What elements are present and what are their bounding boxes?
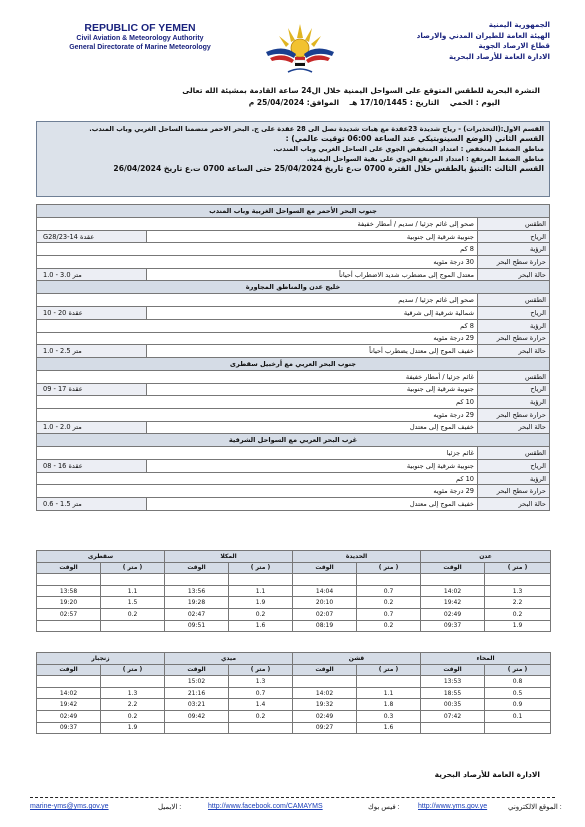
tide-time: 14:02 <box>37 687 101 699</box>
forecast-wind: جنوبية شرقية إلى جنوبية <box>147 383 478 396</box>
website-link[interactable]: http://www.yms.gov.ye <box>418 803 488 810</box>
tide-time: 09:42 <box>165 710 229 722</box>
bulletin-heading <box>40 85 540 109</box>
forecast-row-sea <box>37 498 550 511</box>
tide-time: 19:20 <box>37 597 101 609</box>
tide-time: 19:42 <box>37 699 101 711</box>
tide-time-header: الوقت <box>165 664 229 676</box>
region-title: غرب البحر العربي مع السواحل الشرقية <box>37 434 550 447</box>
forecast-sea-value: 0.6 - 1.5 متر <box>37 498 147 511</box>
forecast-wind: جنوبية شرقية إلى جنوبية <box>147 460 478 473</box>
tide-time-header: الوقت <box>293 562 357 574</box>
english-header <box>40 22 240 52</box>
arabic-directorate: الادارة العامة للأرصاد البحرية <box>448 51 550 61</box>
tide-height: 1.9 <box>101 722 165 734</box>
warnings-synoptic-box <box>36 121 550 197</box>
tide-meter-header: ( متر ) <box>485 664 551 676</box>
row-label-sst: حرارة سطح البحر <box>478 332 550 345</box>
tide-time: 13:58 <box>37 585 101 597</box>
tide-time <box>37 574 101 586</box>
tide-data-row <box>37 620 551 632</box>
tide-meter-header: ( متر ) <box>357 562 421 574</box>
row-label-wind: الرياح <box>478 230 550 243</box>
row-label-sea: حالة البحر <box>478 421 550 434</box>
tide-meter-header: ( متر ) <box>229 664 293 676</box>
arabic-authority: الهيئة العامة للطيران المدني والارصاد <box>416 30 550 40</box>
region-header-row <box>37 357 550 370</box>
tide-height: 1.1 <box>229 585 293 597</box>
forecast-sea-value: 1.0 - 3.0 متر <box>37 268 147 281</box>
tide-time: 13:56 <box>165 585 229 597</box>
row-label-weather: الطقس <box>478 447 550 460</box>
tide-city-name: زنجبار <box>37 653 165 665</box>
tide-time: 09:37 <box>37 722 101 734</box>
tide-height: 0.7 <box>357 608 421 620</box>
tide-table-2 <box>36 652 551 734</box>
region-header-row <box>37 205 550 218</box>
tide-height: 0.2 <box>357 620 421 632</box>
tide-city-row <box>37 653 551 665</box>
region-header-row <box>37 434 550 447</box>
day-value: الخمي <box>449 98 474 107</box>
tide-height: 0.8 <box>485 676 551 688</box>
bulletin-title: النشرة البحرية للطقس المتوقع على السواحل اليمنية خلال ال24 ساعة القادمة بمشيئة الله تعالى <box>182 86 540 95</box>
footer-title: الادارة العامة للأرصاد البحرية <box>434 770 540 779</box>
tide-time <box>37 676 101 688</box>
tide-data-row <box>37 585 551 597</box>
forecast-period-line: القسم الثالث :التنبؤ بالطقس خلال الفترة 0700 ت.ع تاريخ 25/04/2024 حتى الساعة 0700 ت.ع تاريخ 26/04/2024 <box>113 164 544 173</box>
tide-time: 19:32 <box>293 699 357 711</box>
authority-logo-icon <box>264 18 336 78</box>
tide-time <box>165 722 229 734</box>
email-link[interactable]: marine-yms@yms.gov.ye <box>30 803 109 810</box>
tide-height: 1.9 <box>229 597 293 609</box>
tide-data-row <box>37 597 551 609</box>
tide-time-header: الوقت <box>37 664 101 676</box>
agreed-label: الموافق: <box>306 98 340 107</box>
tide-height <box>101 574 165 586</box>
email-label: الايميل : <box>158 804 182 811</box>
tide-subheader-row <box>37 664 551 676</box>
row-label-wind: الرياح <box>478 460 550 473</box>
row-label-sst: حرارة سطح البحر <box>478 485 550 498</box>
forecast-weather: صحو إلى غائم جزئيا / سديم / أمطار خفيفة <box>37 218 478 231</box>
tide-height: 1.5 <box>101 597 165 609</box>
tide-city-name: سقطرى <box>37 551 165 563</box>
forecast-visibility: 10 كم <box>37 396 478 409</box>
tide-height: 0.1 <box>485 710 551 722</box>
forecast-wind-value: 08 - 16 عقدة <box>37 460 147 473</box>
tide-height: 1.1 <box>357 687 421 699</box>
footer-divider <box>30 797 555 798</box>
forecast-row-wind <box>37 307 550 320</box>
forecast-wind: شمالية شرقية إلى شرقية <box>147 307 478 320</box>
forecast-wind-value: 10 - 20 عقدة <box>37 307 147 320</box>
row-label-visibility: الرؤية <box>478 396 550 409</box>
arabic-header <box>360 20 550 62</box>
tide-time: 02:49 <box>37 710 101 722</box>
tide-height: 1.6 <box>357 722 421 734</box>
tide-height <box>357 676 421 688</box>
tide-data-row <box>37 710 551 722</box>
forecast-row-sst <box>37 408 550 421</box>
tide-city-name: ميدي <box>165 653 293 665</box>
tide-city-name: الحديدة <box>293 551 421 563</box>
tide-time <box>293 676 357 688</box>
tide-height: 0.2 <box>229 710 293 722</box>
tide-meter-header: ( متر ) <box>101 664 165 676</box>
forecast-visibility: 10 كم <box>37 472 478 485</box>
forecast-row-sea <box>37 268 550 281</box>
forecast-row-weather <box>37 294 550 307</box>
tide-time: 00:35 <box>421 699 485 711</box>
forecast-row-wind <box>37 383 550 396</box>
tide-time-header: الوقت <box>293 664 357 676</box>
english-directorate: General Directorate of Marine Meteorology <box>69 44 211 51</box>
forecast-row-weather <box>37 370 550 383</box>
tide-height: 0.9 <box>485 699 551 711</box>
tide-height: 2.2 <box>485 597 551 609</box>
tide-height <box>101 676 165 688</box>
page-header <box>40 18 550 80</box>
tide-data-row <box>37 676 551 688</box>
forecast-sst: 30 درجة مئويه <box>37 256 478 269</box>
arabic-republic: الجمهورية اليمنية <box>488 20 550 29</box>
tide-time <box>293 574 357 586</box>
facebook-link[interactable]: http://www.facebook.com/CAMAYMS <box>208 803 323 810</box>
tide-data-row <box>37 608 551 620</box>
tide-data-row <box>37 722 551 734</box>
tide-height <box>229 574 293 586</box>
english-authority: Civil Aviation & Meteorology Authority <box>76 35 204 42</box>
forecast-weather: صحو إلى غائم جزئيا / سديم <box>37 294 478 307</box>
tide-time: 13:53 <box>421 676 485 688</box>
forecast-row-wind <box>37 230 550 243</box>
forecast-wind-value: 09 - 17 عقدة <box>37 383 147 396</box>
tide-time-header: الوقت <box>165 562 229 574</box>
forecast-visibility: 8 كم <box>37 319 478 332</box>
tide-city-name: قشن <box>293 653 421 665</box>
tide-data-row <box>37 574 551 586</box>
forecast-wind-value: G28/23-14 عقدة <box>37 230 147 243</box>
row-label-weather: الطقس <box>478 294 550 307</box>
tide-height: 0.2 <box>485 608 551 620</box>
facebook-label: فيس بوك : <box>368 804 400 811</box>
forecast-sea: خفيف الموج إلى معتدل <box>147 498 478 511</box>
tide-city-name: المكلا <box>165 551 293 563</box>
forecast-sea-value: 1.0 - 2.0 متر <box>37 421 147 434</box>
tide-time: 07:42 <box>421 710 485 722</box>
row-label-sea: حالة البحر <box>478 268 550 281</box>
forecast-row-sst <box>37 256 550 269</box>
tide-data-row <box>37 687 551 699</box>
tide-table-1 <box>36 550 551 632</box>
low-pressure-line: مناطق الضغط المنخفض : امتداد المنخفض الجوي على الساحل الغربي وباب المندب. <box>273 145 544 153</box>
tide-subheader-row <box>37 562 551 574</box>
date-label: التاريخ : <box>409 98 440 107</box>
row-label-wind: الرياح <box>478 383 550 396</box>
region-title: جنوب البحر العربي مع أرخبيل سقطرى <box>37 357 550 370</box>
tide-time: 14:02 <box>293 687 357 699</box>
row-label-sea: حالة البحر <box>478 345 550 358</box>
forecast-row-visibility <box>37 396 550 409</box>
forecast-row-weather <box>37 218 550 231</box>
forecast-sea: خفيف الموج إلى معتدل <box>147 421 478 434</box>
tide-time: 20:10 <box>293 597 357 609</box>
tide-meter-header: ( متر ) <box>229 562 293 574</box>
english-title: REPUBLIC OF YEMEN <box>84 22 196 34</box>
row-label-wind: الرياح <box>478 307 550 320</box>
tide-height: 0.2 <box>229 608 293 620</box>
arabic-sector: قطاع الارصاد الجوية <box>478 41 550 50</box>
forecast-sst: 29 درجة مئويه <box>37 332 478 345</box>
tide-height: 1.3 <box>485 585 551 597</box>
tide-height: 1.3 <box>101 687 165 699</box>
tide-time: 02:47 <box>165 608 229 620</box>
tide-height: 0.2 <box>101 710 165 722</box>
tide-time: 09:27 <box>293 722 357 734</box>
gregorian-date: 25/04/2024 م <box>248 98 305 107</box>
tide-time: 21:16 <box>165 687 229 699</box>
forecast-sea-value: 1.0 - 2.5 متر <box>37 345 147 358</box>
tide-time: 03:21 <box>165 699 229 711</box>
tide-time: 09:37 <box>421 620 485 632</box>
forecast-sea: خفيف الموج إلى معتدل يضطرب أحياناً <box>147 345 478 358</box>
tide-time: 18:55 <box>421 687 485 699</box>
tide-height: 1.6 <box>229 620 293 632</box>
tide-time: 19:42 <box>421 597 485 609</box>
tide-height <box>229 722 293 734</box>
tide-height: 0.7 <box>229 687 293 699</box>
tide-height <box>357 574 421 586</box>
row-label-sea: حالة البحر <box>478 498 550 511</box>
tide-time: 02:57 <box>37 608 101 620</box>
tide-height: 1.1 <box>101 585 165 597</box>
tide-time: 14:04 <box>293 585 357 597</box>
tide-height <box>485 722 551 734</box>
row-label-visibility: الرؤية <box>478 243 550 256</box>
forecast-weather: غائم جزئيا / أمطار خفيفة <box>37 370 478 383</box>
tide-height: 1.3 <box>229 676 293 688</box>
row-label-visibility: الرؤية <box>478 319 550 332</box>
forecast-visibility: 8 كم <box>37 243 478 256</box>
region-header-row <box>37 281 550 294</box>
tide-height: 1.8 <box>357 699 421 711</box>
tide-height: 1.4 <box>229 699 293 711</box>
forecast-row-visibility <box>37 243 550 256</box>
row-label-weather: الطقس <box>478 218 550 231</box>
tide-time: 09:51 <box>165 620 229 632</box>
tide-time <box>421 574 485 586</box>
warnings-line: القسم الاول:(التحذيرات) - رياح شديدة 23عقدة مع هبات شديدة تصل الى 28 عقدة على ج. البحر الاحمر متضمنا الساحل الغربي وباب المندب. <box>89 125 544 133</box>
row-label-sst: حرارة سطح البحر <box>478 408 550 421</box>
tide-height: 2.2 <box>101 699 165 711</box>
tide-height <box>485 574 551 586</box>
tide-city-name: عدن <box>421 551 551 563</box>
forecast-row-visibility <box>37 472 550 485</box>
tide-height <box>101 620 165 632</box>
forecast-weather: غائم جزئيا <box>37 447 478 460</box>
forecast-row-visibility <box>37 319 550 332</box>
forecast-sst: 29 درجة مئويه <box>37 408 478 421</box>
row-label-weather: الطقس <box>478 370 550 383</box>
forecast-sea: معتدل الموج إلى مضطرب شديد الاضطراب أحياناً <box>147 268 478 281</box>
forecast-row-sst <box>37 332 550 345</box>
tide-meter-header: ( متر ) <box>485 562 551 574</box>
forecast-row-sst <box>37 485 550 498</box>
tide-time <box>421 722 485 734</box>
tide-height: 0.7 <box>357 585 421 597</box>
tide-time: 15:02 <box>165 676 229 688</box>
tide-time-header: الوقت <box>37 562 101 574</box>
hijri-date: 17/10/1445 هـ <box>349 98 408 107</box>
row-label-visibility: الرؤية <box>478 472 550 485</box>
high-pressure-line: مناطق الضغط المرتفع : امتداد المرتفع الجوي على بقية السواحل اليمنية. <box>306 155 544 163</box>
tide-height: 0.5 <box>485 687 551 699</box>
forecast-row-sea <box>37 345 550 358</box>
tide-meter-header: ( متر ) <box>357 664 421 676</box>
tide-time: 02:49 <box>421 608 485 620</box>
row-label-sst: حرارة سطح البحر <box>478 256 550 269</box>
region-title: خليج عدن والمناطق المجاورة <box>37 281 550 294</box>
tide-city-name: المخاء <box>421 653 551 665</box>
tide-data-row <box>37 699 551 711</box>
forecast-row-wind <box>37 460 550 473</box>
website-label: الموقع الالكتروني : <box>508 804 562 811</box>
tide-time <box>37 620 101 632</box>
forecast-row-sea <box>37 421 550 434</box>
tide-height: 0.2 <box>101 608 165 620</box>
day-label: اليوم : <box>475 98 500 107</box>
tide-time: 02:07 <box>293 608 357 620</box>
region-title: جنوب البحر الأحمر مع السواحل الغربية وباب المندب <box>37 205 550 218</box>
tide-time: 02:49 <box>293 710 357 722</box>
tide-height: 0.3 <box>357 710 421 722</box>
tide-meter-header: ( متر ) <box>101 562 165 574</box>
tide-height: 0.2 <box>357 597 421 609</box>
tide-height: 1.9 <box>485 620 551 632</box>
forecast-wind: جنوبية شرقية إلى جنوبية <box>147 230 478 243</box>
tide-time-header: الوقت <box>421 664 485 676</box>
forecast-table <box>36 204 550 511</box>
tide-time: 08:19 <box>293 620 357 632</box>
tide-time-header: الوقت <box>421 562 485 574</box>
synoptic-title: القسم الثاني (الوضع السينوبتيكي عند الساعة 06:00 توقيت عالمي) : <box>285 134 544 143</box>
tide-time: 19:28 <box>165 597 229 609</box>
tide-time <box>165 574 229 586</box>
forecast-row-weather <box>37 447 550 460</box>
bulletin-date-line <box>40 97 500 109</box>
tide-time: 14:02 <box>421 585 485 597</box>
tide-city-row <box>37 551 551 563</box>
forecast-sst: 29 درجة مئويه <box>37 485 478 498</box>
